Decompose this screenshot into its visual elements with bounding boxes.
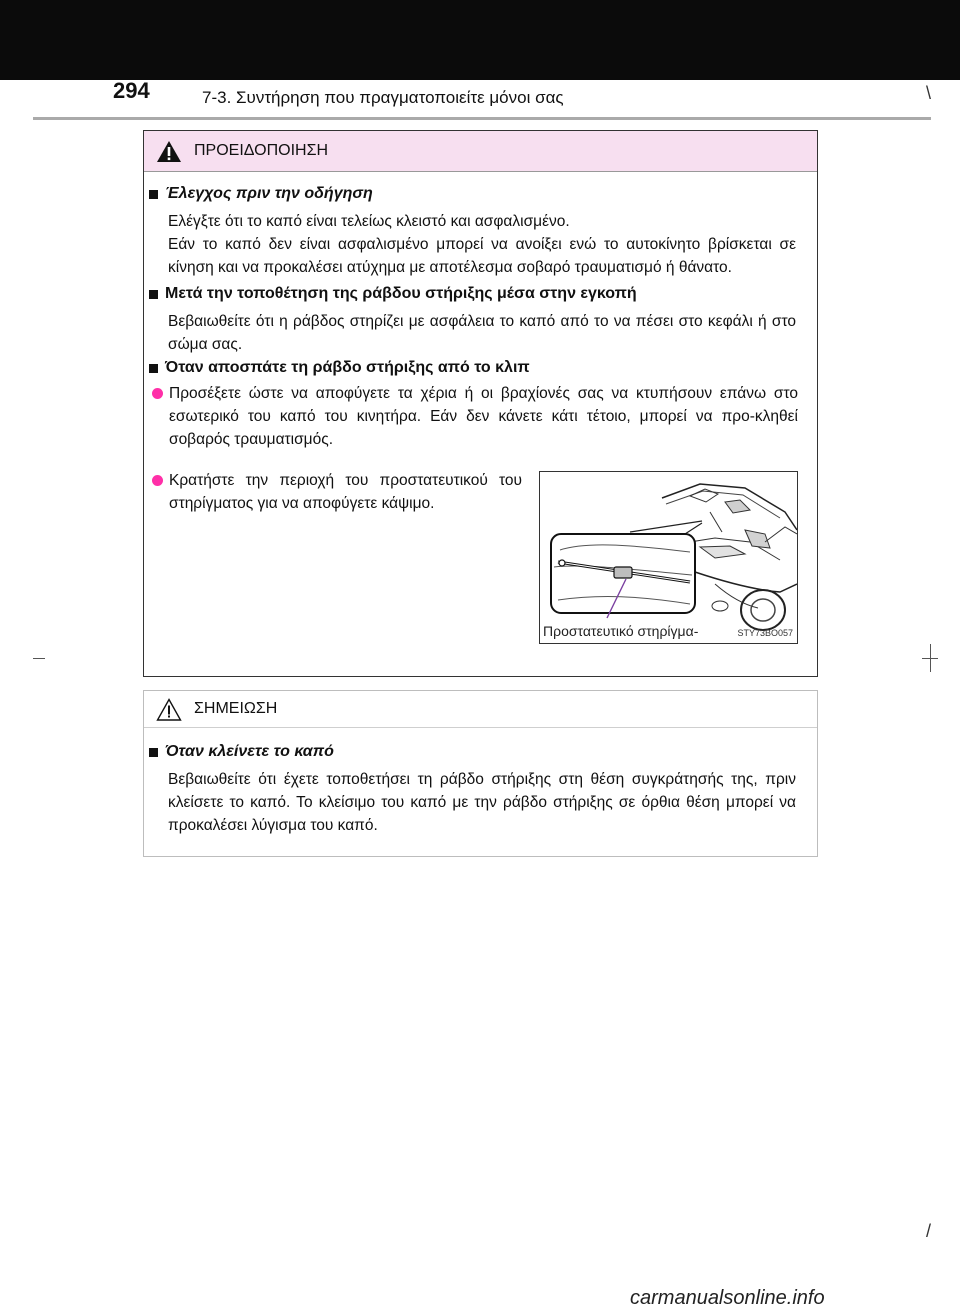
square-bullet-icon bbox=[149, 290, 158, 299]
section-heading: Μετά την τοποθέτηση της ράβδου στήριξης μέσα στην εγκοπή bbox=[149, 285, 819, 303]
watermark: carmanualsonline.info bbox=[630, 1287, 825, 1309]
square-bullet-icon bbox=[149, 748, 158, 757]
paragraph: Εάν το καπό δεν είναι ασφαλισμένο μπορεί να ανοίξει ενώ το αυτοκίνητο βρίσκεται σε κίνηση και να προκαλέσει ατύχημα με αποτέλεσμα σοβαρό τραυματισμό ή θάνατο. bbox=[168, 236, 796, 276]
page-number: 294 bbox=[113, 78, 150, 103]
crop-mark-left bbox=[33, 658, 45, 659]
figure-caption: Προστατευτικό στηρίγμα- bbox=[543, 623, 699, 639]
note-header bbox=[144, 691, 817, 728]
square-bullet-icon bbox=[149, 364, 158, 373]
paragraph: Ελέγξτε ότι το καπό είναι τελείως κλειστό και ασφαλισμένο. bbox=[168, 213, 570, 230]
header-rule bbox=[33, 117, 931, 120]
warning-box bbox=[143, 130, 818, 677]
paragraph: Βεβαιωθείτε ότι έχετε τοποθετήσει τη ράβδο στήριξης στη θέση συγκράτησής της, πριν κλείσετε το καπό. Το κλείσιμο του καπό με την ράβδο στήριξης σε όρθια θέση μπορεί να προκαλέσει λύγισμα του καπό. bbox=[168, 771, 796, 834]
top-black-band bbox=[0, 0, 960, 80]
bullet-item: Προσέξετε ώστε να αποφύγετε τα χέρια ή οι βραχίονές σας να κτυπήσουν επάνω στο εσωτερικό του καπό του κινητήρα. Εάν δεν κάνετε κάτι τέτοιο, μπορεί να προ-κληθεί σοβαρός τραυματισμός. bbox=[152, 382, 798, 451]
warning-section-pre-drive bbox=[144, 185, 819, 279]
pink-bullet-icon bbox=[152, 475, 163, 486]
pink-bullet-icon bbox=[152, 388, 163, 399]
crop-mark-right-vertical bbox=[930, 644, 931, 672]
caution-outline-triangle-icon bbox=[156, 698, 182, 721]
section-heading: Όταν κλείνετε το καπό bbox=[149, 743, 819, 761]
warning-triangle-icon bbox=[156, 140, 182, 163]
bullet-item: Κρατήστε την περιοχή του προστατευτικού του στηρίγματος για να αποφύγετε κάψιμο. bbox=[152, 469, 522, 515]
warning-section-after-rod bbox=[144, 285, 819, 356]
chapter-title: 7-3. Συντήρηση που πραγματοποιείτε μόνοι σας bbox=[202, 88, 564, 107]
car-hood-illustration bbox=[540, 472, 797, 643]
note-title: ΣΗΜΕΙΩΣΗ bbox=[194, 700, 278, 717]
figure-code: STY73BO057 bbox=[737, 628, 793, 638]
section-heading: Έλεγχος πριν την οδήγηση bbox=[149, 185, 819, 203]
section-heading: Όταν αποσπάτε τη ράβδο στήριξης από το κλιπ bbox=[149, 359, 819, 377]
crop-mark-top-right: \ bbox=[926, 83, 932, 103]
hood-support-figure bbox=[539, 471, 798, 644]
note-box bbox=[143, 690, 818, 857]
square-bullet-icon bbox=[149, 190, 158, 199]
paragraph: Βεβαιωθείτε ότι η ράβδος στηρίζει με ασφάλεια το καπό από το να πέσει στο κεφάλι ή στο σώμα σας. bbox=[168, 313, 796, 353]
note-section-closing-hood bbox=[144, 743, 819, 837]
warning-title: ΠΡΟΕΙΔΟΠΟΙΗΣΗ bbox=[194, 142, 329, 159]
warning-header bbox=[144, 131, 817, 172]
crop-mark-bottom-right: / bbox=[926, 1221, 932, 1241]
